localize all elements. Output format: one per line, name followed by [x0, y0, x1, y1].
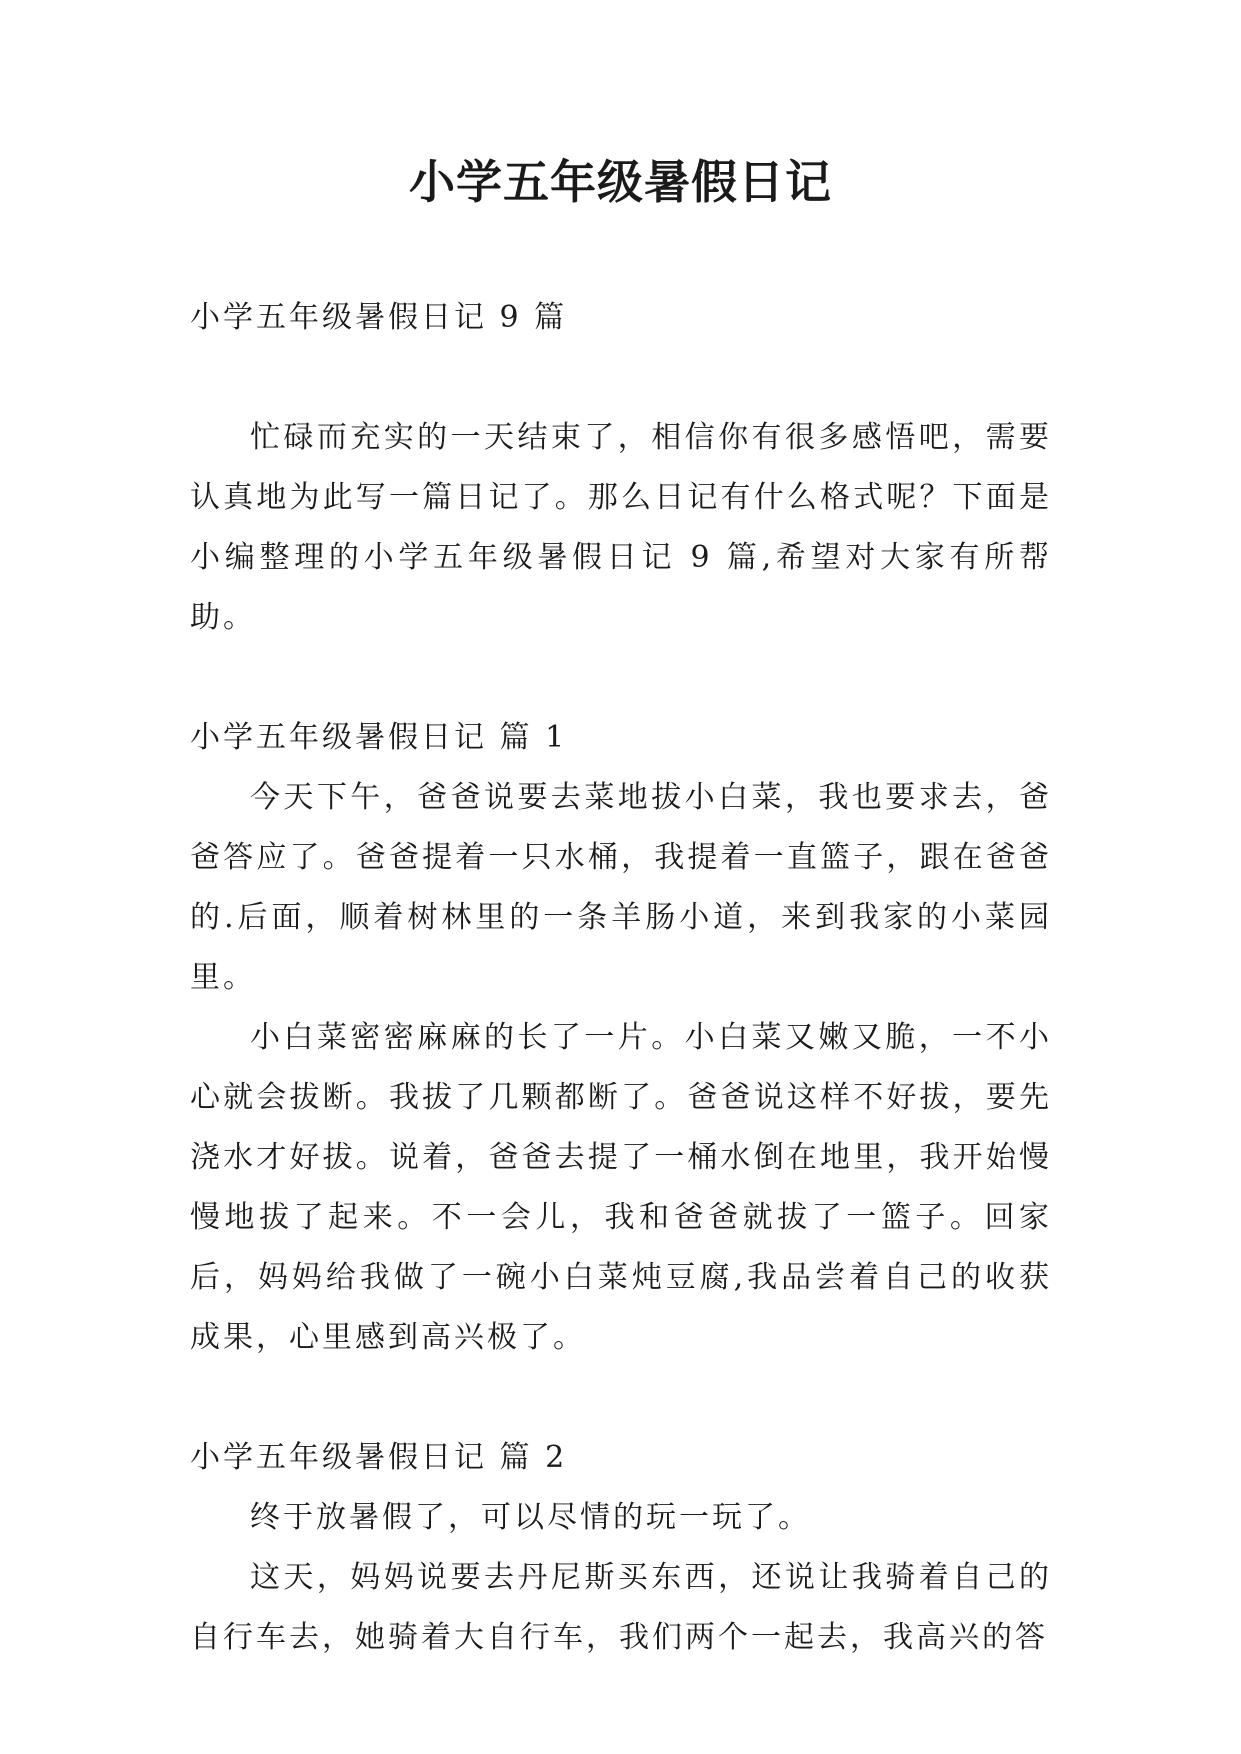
spacer [190, 648, 1052, 708]
section-paragraph: 小白菜密密麻麻的长了一片。小白菜又嫩又脆，一不小心就会拔断。我拔了几颗都断了。爸爸说这样不好拔，要先浇水才好拔。说着，爸爸去提了一桶水倒在地里，我开始慢慢地拔了起来。不一会儿，我和爸爸就拔了一篮子。回家后，妈妈给我做了一碗小白菜炖豆腐,我品尝着自己的收获成果，心里感到高兴极了。 [190, 1020, 1052, 1355]
section-paragraph: 今天下午，爸爸说要去菜地拔小白菜，我也要求去，爸爸答应了。爸爸提着一只水桶，我提着一直篮子，跟在爸爸的.后面，顺着树林里的一条羊肠小道，来到我家的小菜园里。 [190, 780, 1052, 995]
section-heading: 小学五年级暑假日记 篇 2 [190, 1440, 568, 1475]
spacer [190, 348, 1052, 408]
document-subtitle: 小学五年级暑假日记 9 篇 [190, 300, 568, 335]
document-title: 小学五年级暑假日记 [409, 155, 832, 209]
spacer [190, 1368, 1052, 1428]
section-paragraph: 终于放暑假了，可以尽情的玩一玩了。 [250, 1500, 811, 1535]
intro-paragraph: 忙碌而充实的一天结束了，相信你有很多感悟吧，需要认真地为此写一篇日记了。那么日记有什么格式呢？下面是小编整理的小学五年级暑假日记 9 篇,希望对大家有所帮助。 [190, 420, 1052, 635]
section-paragraph: 这天，妈妈说要去丹尼斯买东西，还说让我骑着自己的自行车去，她骑着大自行车，我们两个一起去，我高兴的答 [190, 1560, 1052, 1655]
document-body [190, 288, 1052, 1668]
section-heading: 小学五年级暑假日记 篇 1 [190, 720, 568, 755]
